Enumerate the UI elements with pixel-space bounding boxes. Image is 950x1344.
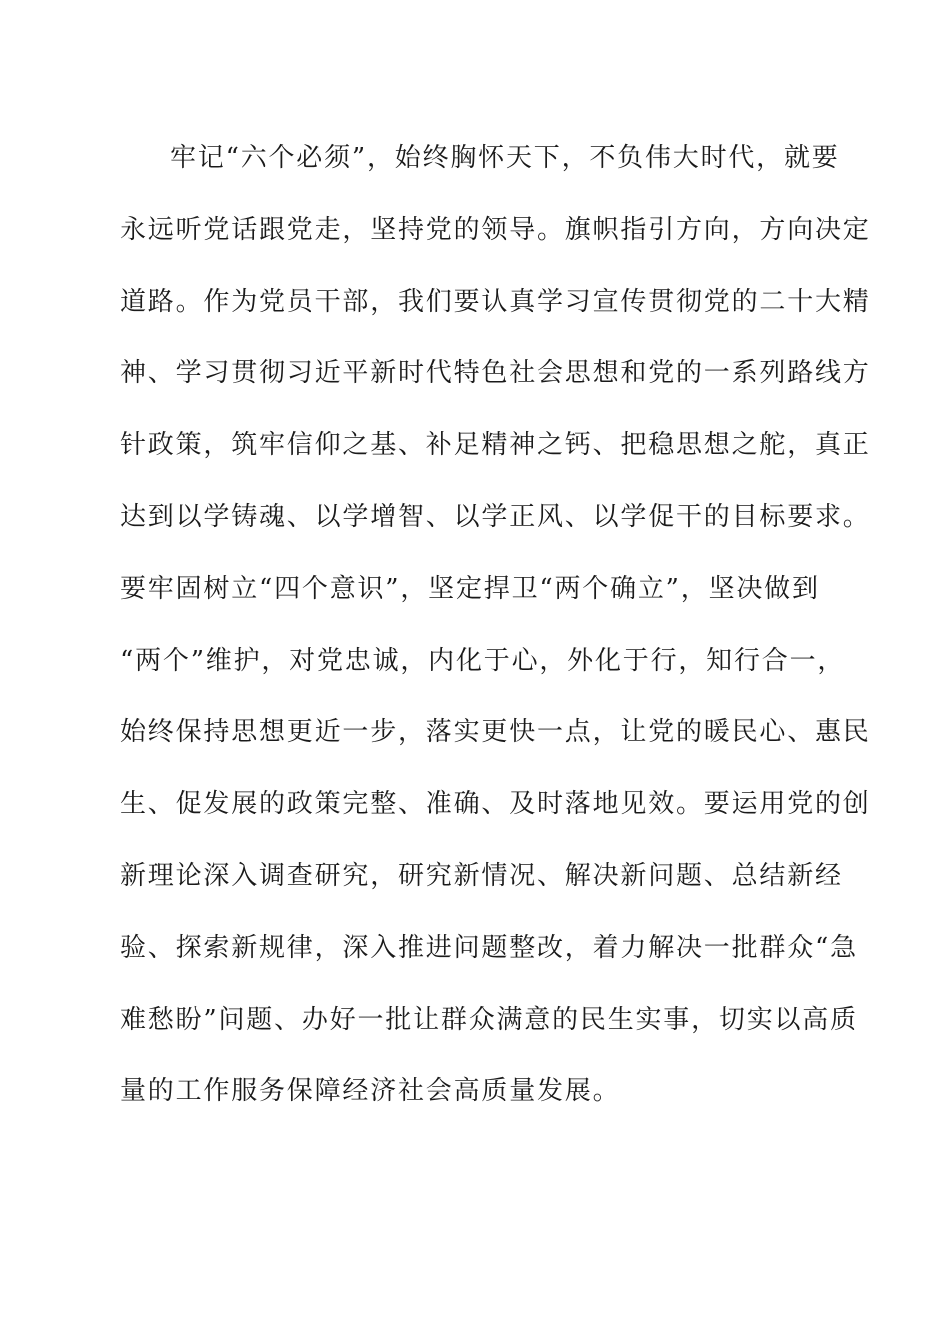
paragraph-line: 难愁盼”问题、办好一批让群众满意的民生实事，切实以高质 <box>120 1004 858 1035</box>
paragraph-line: 生、促发展的政策完整、准确、及时落地见效。要运用党的创 <box>120 789 871 820</box>
paragraph-line: 验、探索新规律，深入推进问题整改，着力解决一批群众“急 <box>120 932 858 963</box>
paragraph-line: 针政策，筑牢信仰之基、补足精神之钙、把稳思想之舵，真正 <box>120 430 871 461</box>
paragraph-line: 新理论深入调查研究，研究新情况、解决新问题、总结新经 <box>120 860 843 891</box>
paragraph-line: 达到以学铸魂、以学增智、以学正风、以学促干的目标要求。 <box>120 501 871 532</box>
paragraph-line: 要牢固树立“四个意识”，坚定捍卫“两个确立”，坚决做到 <box>120 573 820 604</box>
paragraph-line: 始终保持思想更近一步，落实更快一点，让党的暖民心、惠民 <box>120 717 871 748</box>
paragraph-line: 牢记“六个必须”，始终胸怀天下，不负伟大时代，就要 <box>170 143 840 173</box>
paragraph-line: 永远听党话跟党走，坚持党的领导。旗帜指引方向，方向决定 <box>120 214 871 245</box>
paragraph-line: “两个”维护，对党忠诚，内化于心，外化于行，知行合一， <box>120 645 846 676</box>
body-paragraph <box>120 140 871 1145</box>
paragraph-line: 道路。作为党员干部，我们要认真学习宣传贯彻党的二十大精 <box>120 286 871 317</box>
paragraph-line: 量的工作服务保障经济社会高质量发展。 <box>120 1076 621 1107</box>
paragraph-line: 神、学习贯彻习近平新时代特色社会思想和党的一系列路线方 <box>120 358 871 389</box>
